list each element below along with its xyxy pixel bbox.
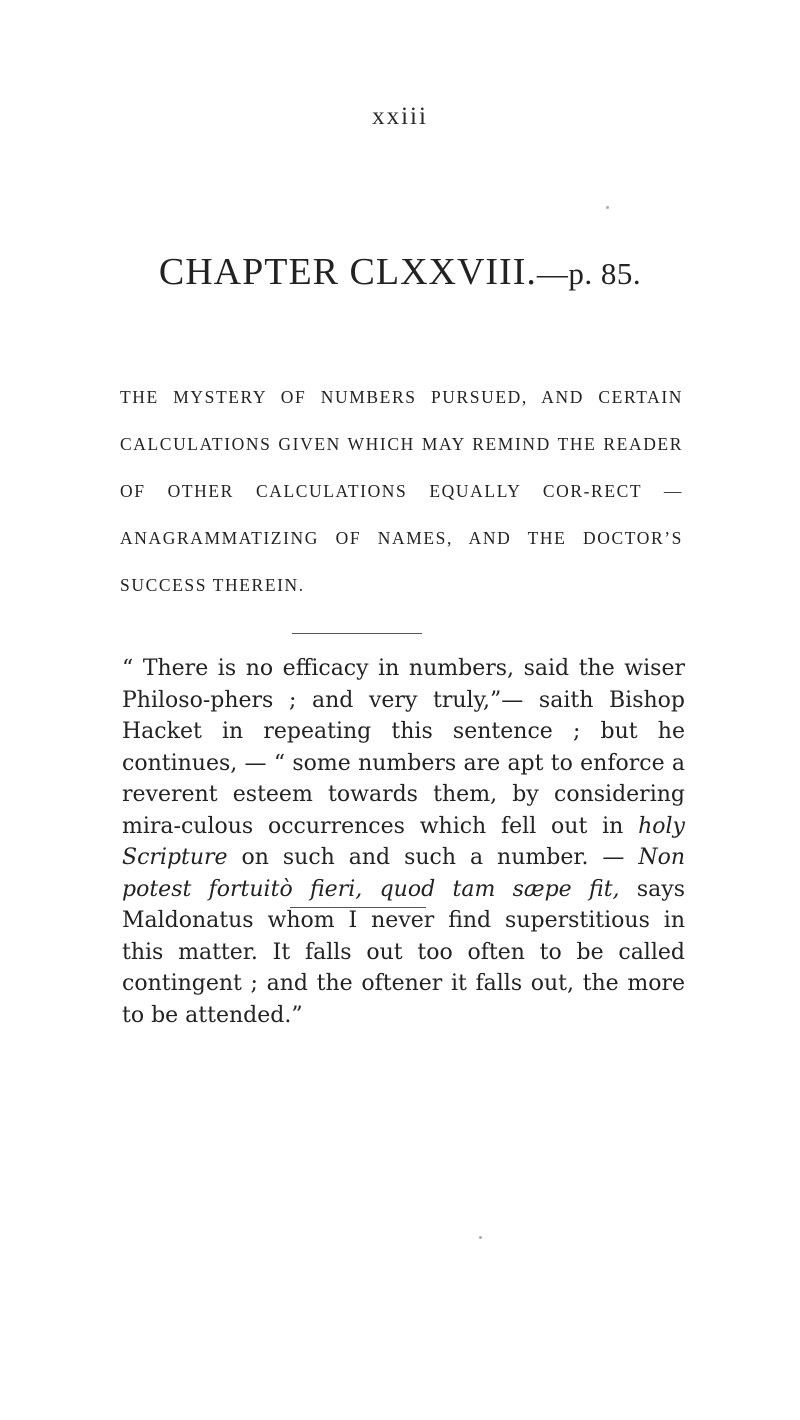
paper-speck: [606, 206, 609, 209]
quote-text-part-1: “ There is no efficacy in numbers, said the wiser Philoso-phers ; and very truly,”— saith Bishop Hacket in repeating this sentence ; but he continues, — “ some numbers are apt to enforce a reverent esteem towards them, by considering mira-culous occurrences which fell out in: [122, 656, 685, 839]
divider-rule-top: [292, 633, 422, 634]
quotation-paragraph: [122, 653, 685, 1031]
page-number: xxiii: [372, 103, 428, 130]
chapter-page-reference: —p. 85.: [536, 256, 642, 291]
quote-text-part-2: on such and such a number. —: [227, 845, 639, 870]
quote-text-part-3: says Maldonatus whom I never find superstitious in this matter. It falls out too often to be called contingent ; and the oftener it falls out, the more to be attended.”: [122, 876, 685, 1028]
chapter-summary: THE MYSTERY OF NUMBERS PURSUED, AND CERTAIN CALCULATIONS GIVEN WHICH MAY REMIND THE READER OF OTHER CALCULATIONS EQUALLY COR-RECT — ANAGRAMMATIZING OF NAMES, AND THE DOCTOR’S SUCCESS THEREIN.: [120, 387, 683, 595]
divider-rule-bottom: [290, 907, 426, 908]
chapter-heading: [0, 250, 800, 294]
paper-speck: [479, 1236, 482, 1239]
chapter-title: CHAPTER CLXXVIII.: [158, 251, 537, 293]
quote-latin-phrase: Non potest fortuitò fieri, quod tam sæpe fit,: [122, 845, 685, 902]
quote-holy-scripture: holy Scripture: [122, 813, 685, 870]
